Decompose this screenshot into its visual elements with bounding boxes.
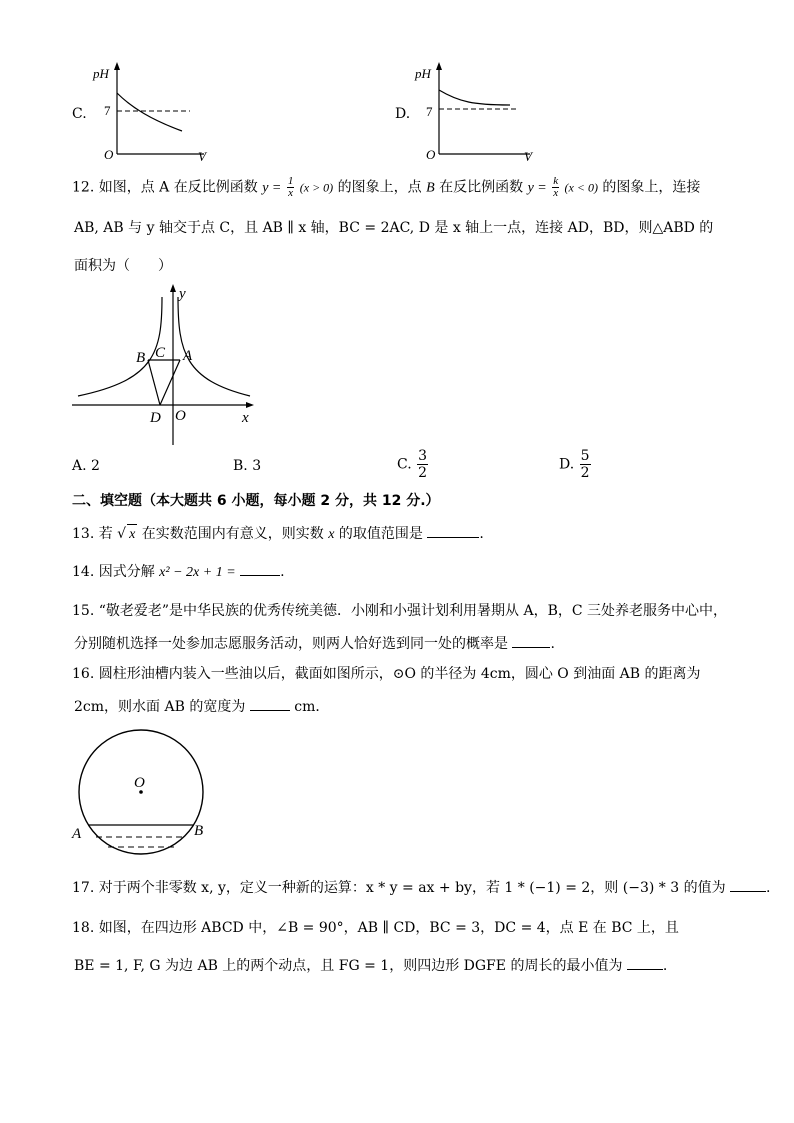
q17-number: 17. bbox=[72, 880, 95, 896]
q12-option-c-frac bbox=[417, 448, 428, 481]
q12-figure bbox=[70, 282, 260, 447]
q13-radicand: x bbox=[127, 524, 137, 545]
q13: 13. 若 √ x 在实数范围内有意义，则实数 x 的取值范围是 . bbox=[72, 523, 484, 545]
q12-f1-den: x bbox=[288, 187, 293, 199]
option-d-axis-y: pH bbox=[415, 66, 431, 81]
q13-answer-blank[interactable] bbox=[427, 523, 479, 538]
q16-line2-pre: 2cm，则水面 AB 的宽度为 bbox=[74, 699, 246, 715]
option-c-label: C. bbox=[72, 106, 87, 122]
q16-number: 16. bbox=[72, 666, 95, 682]
q17-end: . bbox=[766, 880, 771, 896]
q18-line1 bbox=[72, 918, 679, 938]
option-d-ref: 7 bbox=[426, 104, 433, 119]
q12-fig-o: O bbox=[175, 408, 186, 424]
section-title: 二、填空题（本大题共 6 小题，每小题 2 分，共 12 分.） bbox=[72, 493, 440, 509]
q12-option-d-den: 2 bbox=[580, 465, 590, 481]
option-c-ref: 7 bbox=[104, 103, 111, 118]
q12-option-a bbox=[72, 456, 100, 476]
q12-text-b: 的图象上，点 bbox=[337, 179, 422, 196]
q12-fig-c: C bbox=[155, 345, 166, 361]
q12-option-a-value: 2 bbox=[91, 458, 100, 474]
q14-expr: x² − 2x + 1 = bbox=[159, 565, 236, 580]
q12-option-b-label: B. bbox=[233, 458, 248, 474]
q16-answer-blank[interactable] bbox=[250, 696, 290, 711]
q12-f2-lhs: y = bbox=[527, 180, 547, 196]
q12-option-d-num: 5 bbox=[580, 448, 590, 464]
q16-line1-text: 圆柱形油槽内装入一些油以后，截面如图所示，⊙O 的半径为 4cm，圆心 O 到油面 AB 的距离为 bbox=[98, 666, 701, 682]
q13-var: x bbox=[328, 527, 335, 542]
q12-f2-num: k bbox=[553, 175, 559, 187]
option-d-graph bbox=[414, 60, 538, 164]
q12-text-a: 如图，点 A 在反比例函数 bbox=[98, 179, 258, 196]
q16-fig-a: A bbox=[72, 826, 82, 842]
q16-line2 bbox=[74, 696, 329, 717]
q14-end: . bbox=[280, 564, 285, 580]
q15-line1-text: “敬老爱老”是中华民族的优秀传统美德．小刚和小强计划利用暑期从 A，B，C 三处养老服务中心中， bbox=[98, 603, 728, 619]
q12-line1 bbox=[72, 176, 700, 199]
q16-fig-b: B bbox=[194, 823, 204, 839]
q13-number: 13. bbox=[72, 526, 95, 542]
q12-text-d: 的图象上，连接 bbox=[602, 179, 701, 196]
q15-line2 bbox=[74, 633, 555, 654]
q14-number: 14. bbox=[72, 564, 95, 580]
q12-option-c-den: 2 bbox=[418, 465, 428, 481]
q12-f1-lhs: y = bbox=[262, 180, 282, 196]
option-c-axis-y: pH bbox=[93, 66, 109, 81]
option-d-origin: O bbox=[426, 147, 436, 162]
q12-point-b: B bbox=[426, 180, 435, 196]
q12-f2-cond: (x < 0) bbox=[564, 180, 598, 195]
q12-option-a-label: A. bbox=[72, 458, 87, 474]
q17-text: 对于两个非零数 x, y，定义一种新的运算：x * y = ax + by，若 1 * (−1) = 2，则 (−3) * 3 的值为 bbox=[98, 880, 726, 896]
q12-fig-x: x bbox=[242, 410, 249, 426]
q18-line2-text: BE = 1, F, G 为边 AB 上的两个动点，且 FG = 1，则四边形 DGFE 的周长的最小值为 bbox=[74, 958, 623, 974]
q18-line2 bbox=[74, 955, 667, 976]
q14-answer-blank[interactable] bbox=[240, 561, 280, 576]
q12-option-c-num: 3 bbox=[418, 448, 428, 464]
q18-answer-blank[interactable] bbox=[627, 955, 663, 970]
q16-figure bbox=[66, 728, 216, 862]
q12-f2-den: x bbox=[553, 187, 559, 199]
q14-pre: 因式分解 bbox=[98, 564, 155, 580]
q16-line1 bbox=[72, 664, 701, 684]
q12-option-b-value: 3 bbox=[252, 458, 262, 474]
q15-number: 15. bbox=[72, 603, 95, 619]
q13-pre: 若 bbox=[98, 526, 113, 542]
q12-fig-y: y bbox=[179, 286, 186, 302]
q12-f2-frac bbox=[552, 176, 559, 199]
q12-f1-frac bbox=[287, 176, 295, 199]
q12-line3: 面积为（ ） bbox=[74, 258, 172, 274]
q12-line2: AB, AB 与 y 轴交于点 C，且 AB ∥ x 轴，BC = 2AC, D 是 x 轴上一点，连接 AD，BD，则△ABD 的 bbox=[74, 220, 714, 236]
q12-fig-a: A bbox=[183, 348, 193, 364]
q18-end: . bbox=[662, 958, 668, 974]
q15-end: . bbox=[550, 636, 555, 652]
q12-option-d bbox=[559, 448, 592, 481]
q15-line1 bbox=[72, 601, 727, 621]
q12-number: 12. bbox=[72, 179, 95, 196]
q12-option-b bbox=[233, 456, 261, 476]
q17 bbox=[72, 877, 771, 898]
q15-line2-text: 分别随机选择一处参加志愿服务活动，则两人恰好选到同一处的概率是 bbox=[74, 636, 508, 652]
q18-line1-text: 如图，在四边形 ABCD 中，∠B = 90°，AB ∥ CD，BC = 3，DC = 4，点 E 在 BC 上，且 bbox=[98, 920, 679, 936]
q12-option-c-label: C. bbox=[397, 456, 412, 473]
q12-option-c bbox=[397, 448, 429, 481]
q12-f1-cond: (x > 0) bbox=[299, 180, 334, 195]
option-d-axis-x: V bbox=[524, 149, 532, 164]
q15-answer-blank[interactable] bbox=[512, 633, 550, 648]
option-c-origin: O bbox=[104, 147, 114, 162]
option-d-label: D. bbox=[395, 106, 411, 122]
q12-option-d-label: D. bbox=[559, 456, 575, 473]
q16-line2-post: cm． bbox=[294, 699, 330, 715]
q18-number: 18. bbox=[72, 920, 95, 936]
q17-answer-blank[interactable] bbox=[730, 877, 766, 892]
q13-post2: 的取值范围是 bbox=[338, 526, 423, 542]
q12-fig-b: B bbox=[136, 350, 146, 366]
q12-option-d-frac bbox=[580, 448, 591, 481]
q12-text-c: 在反比例函数 bbox=[439, 179, 524, 196]
q12-fig-d: D bbox=[150, 410, 161, 426]
q14 bbox=[72, 561, 285, 583]
option-c-graph bbox=[92, 60, 212, 164]
q12-f1-num: 1 bbox=[287, 175, 294, 187]
q13-post: 在实数范围内有意义，则实数 bbox=[141, 526, 324, 542]
option-c-axis-x: V bbox=[198, 149, 206, 164]
q13-end: . bbox=[479, 526, 484, 542]
q16-fig-o: O bbox=[134, 775, 145, 791]
